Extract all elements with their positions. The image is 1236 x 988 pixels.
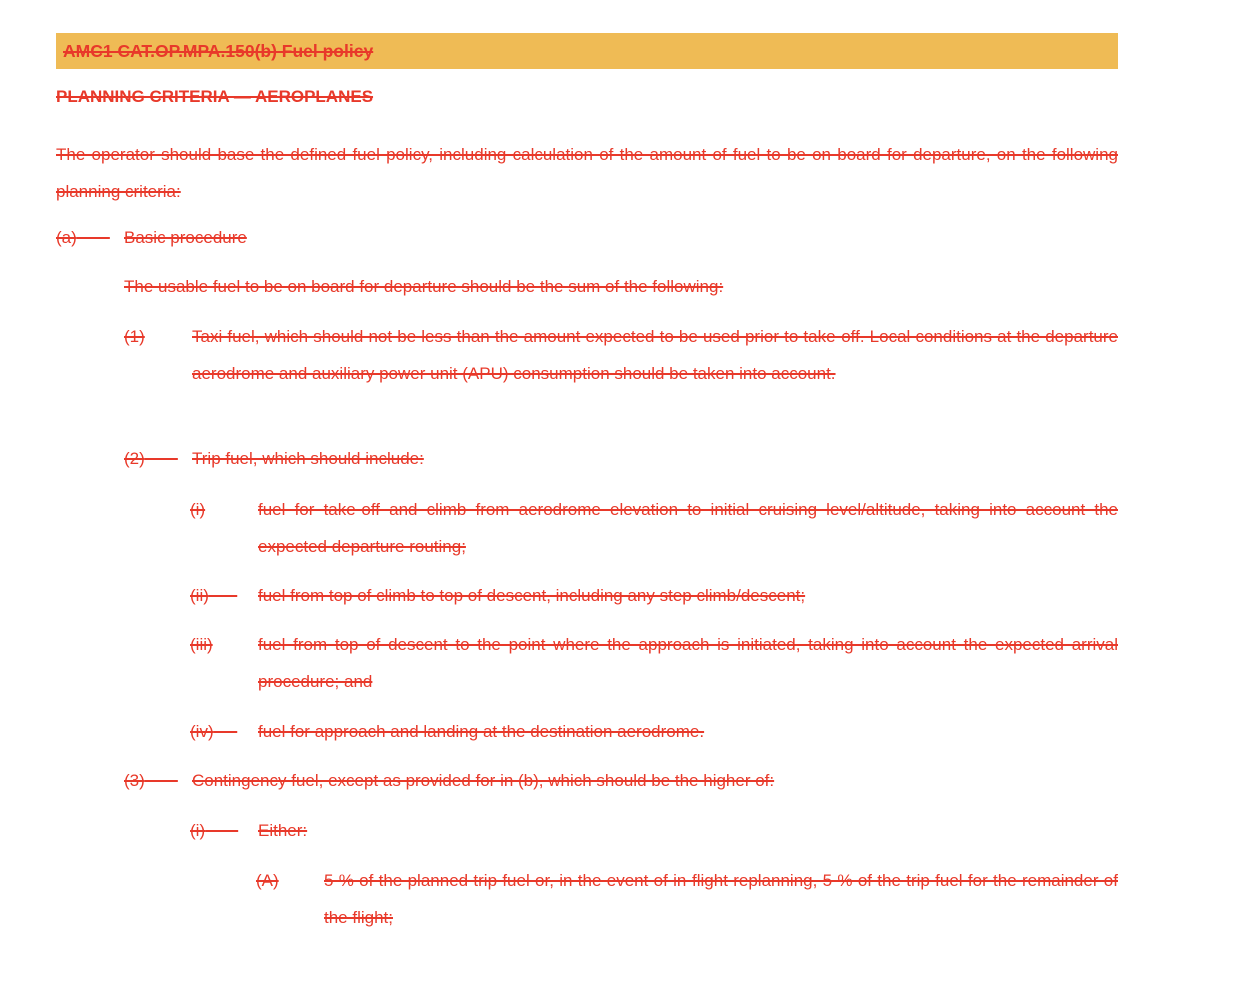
list-marker-a-2-i: (i) xyxy=(190,500,206,519)
list-text-a-2-iv: fuel for approach and landing at the destination aerodrome. xyxy=(258,722,705,741)
list-marker-a-2-iv: (iv) xyxy=(190,722,214,741)
list-marker-a-2: (2) xyxy=(124,449,145,468)
document-title: AMC1 CAT.OP.MPA.150(b) Fuel policy xyxy=(63,41,374,61)
list-text-a-2-i: fuel for take-off and climb from aerodrome elevation to initial cruising level/altitude, taking into account the expected departure routing; xyxy=(258,500,1118,556)
list-item-a-3-i-A xyxy=(256,862,1118,936)
list-item-a-3 xyxy=(124,762,1118,799)
list-text-a-3: Contingency fuel, except as provided for in (b), which should be the higher of: xyxy=(192,771,775,790)
list-marker-a-3: (3) xyxy=(124,771,145,790)
list-item-a-1 xyxy=(124,318,1118,392)
list-marker-a: (a) xyxy=(56,228,77,247)
list-text-a-2: Trip fuel, which should include: xyxy=(192,449,424,468)
list-marker-a-3-i-A: (A) xyxy=(256,871,279,890)
list-text-a-3-i: Either: xyxy=(258,821,308,840)
list-item-a-3-i xyxy=(190,812,1118,849)
list-item-a-2-i xyxy=(190,491,1118,565)
intro-paragraph: The operator should base the defined fuel policy, including calculation of the amount of fuel to be on board for departure, on the following planning criteria: xyxy=(56,145,1118,201)
list-text-a-1: Taxi fuel, which should not be less than the amount expected to be used prior to take-off. Local conditions at the departure aerodrome and auxiliary power unit (APU) consumption should be taken into account. xyxy=(192,327,1118,383)
list-text-a: Basic procedure xyxy=(124,228,247,247)
list-text-a-2-ii: fuel from top of climb to top of descent, including any step climb/descent; xyxy=(258,586,806,605)
list-item-a xyxy=(56,219,1118,256)
list-item-a-2-ii xyxy=(190,577,1118,614)
list-marker-a-2-iii: (iii) xyxy=(190,635,213,654)
list-item-a-2-iv xyxy=(190,713,1118,750)
list-a-lead-text: The usable fuel to be on board for departure should be the sum of the following: xyxy=(124,277,724,296)
list-text-a-3-i-A: 5 % of the planned trip fuel or, in the event of in-flight replanning, 5 % of the trip fuel for the remainder of the flight; xyxy=(324,871,1118,927)
list-marker-a-1: (1) xyxy=(124,327,145,346)
list-marker-a-3-i: (i) xyxy=(190,821,206,840)
list-text-a-2-iii: fuel from top of descent to the point where the approach is initiated, taking into account the expected arrival procedure; and xyxy=(258,635,1118,691)
list-item-a-2-iii xyxy=(190,626,1118,700)
list-item-a-2 xyxy=(124,440,1118,477)
section-heading: PLANNING CRITERIA — AEROPLANES xyxy=(56,87,374,106)
document-title-highlight xyxy=(56,33,1118,69)
list-marker-a-2-ii: (ii) xyxy=(190,586,209,605)
